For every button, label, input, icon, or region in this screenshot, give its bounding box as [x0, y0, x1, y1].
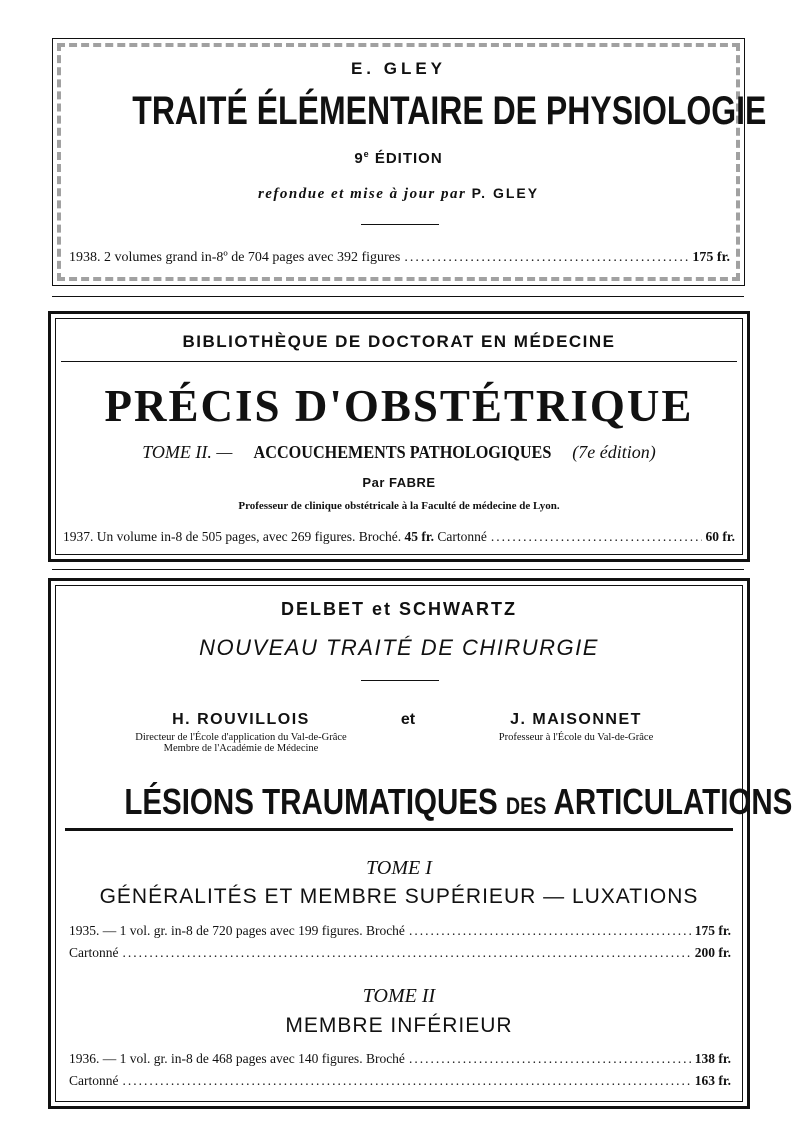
ad3-tome2-cartonne-text: Cartonné: [69, 1073, 119, 1088]
ad2-listing-text: 1937. Un volume in-8 de 505 pages, avec 269 figures. Broché.: [63, 529, 402, 544]
ad2-tome-title: ACCOUCHEMENTS PATHOLOGIQUES: [253, 442, 552, 462]
ad2-tome-edition: (7e édition): [572, 442, 656, 462]
ad-frame-physiologie: [52, 38, 767, 286]
ad1-revised: [53, 185, 744, 203]
ad3-leader-dots: [123, 945, 691, 961]
ad3-tome2-cartonne: [69, 1073, 731, 1089]
ad3-author1-line1: Directeur de l'École d'application du Val-de-Grâce: [135, 732, 347, 743]
ad3-series-title: NOUVEAU TRAITÉ DE CHIRURGIE: [199, 635, 599, 660]
ad1-edition-num: 9: [354, 150, 364, 167]
ad3-title: [51, 781, 793, 823]
ad3-author1-line2: Membre de l'Académie de Médecine: [163, 743, 319, 754]
ad3-title-des: DES: [505, 793, 547, 820]
ad1-leader-dots: [404, 250, 688, 266]
ad3-tome2-broche-text: 1936. — 1 vol. gr. in-8 de 468 pages avec 140 figures. Broché: [69, 1051, 405, 1066]
ad-frame-obstetrique: [48, 311, 750, 562]
separator-rule: [52, 296, 744, 297]
ad3-conjunction: et: [400, 711, 416, 728]
ad1-listing-text: 1938. 2 volumes grand in-8º de 704 pages avec 392 figures: [69, 250, 401, 265]
ad3-divider: [361, 680, 439, 681]
ad1-edition-sup: e: [363, 149, 370, 159]
ad3-title-group: [124, 781, 792, 823]
ad2-author: Par FABRE: [362, 475, 436, 490]
ad3-title-part1: LÉSIONS TRAUMATIQUES: [124, 781, 498, 822]
ad3-author2: [456, 711, 696, 743]
ad1-listing: [69, 250, 730, 266]
ad2-broche-price: 45 fr.: [404, 529, 435, 544]
ad1-author: E. GLEY: [350, 59, 447, 78]
ad3-tome1-cartonne: [69, 945, 731, 961]
ad3-tome1-label: TOME I: [366, 857, 432, 879]
ad3-leader-dots: [409, 923, 691, 939]
ad3-tome1-broche-price: 175 fr.: [694, 923, 731, 938]
ad3-leader-dots: [409, 1051, 691, 1067]
ad2-listing: [63, 529, 735, 545]
ad1-edition-word: ÉDITION: [374, 150, 443, 167]
ad2-tome: [51, 442, 747, 463]
ad3-tome1-broche: [69, 923, 731, 939]
ad3-title-part2: ARTICULATIONS: [553, 781, 793, 822]
ad3-tome2-broche-price: 138 fr.: [694, 1051, 731, 1066]
ad2-series-rule: [61, 361, 737, 362]
ad3-tome2-broche: [69, 1051, 731, 1067]
ad3-leader-dots: [123, 1073, 691, 1089]
ad1-revised-text: refondue et mise à jour par: [257, 186, 467, 202]
ad3-author2-line1: Professeur à l'École du Val-de-Grâce: [498, 732, 654, 743]
ad2-series: BIBLIOTHÈQUE DE DOCTORAT EN MÉDECINE: [182, 332, 616, 351]
ad2-price: 60 fr.: [705, 529, 735, 544]
ad3-author1: [121, 711, 361, 754]
ad-frame-chirurgie: [48, 578, 793, 1109]
ad2-cartonne-label: Cartonné: [437, 529, 487, 544]
ad3-authors: DELBET et SCHWARTZ: [281, 599, 517, 619]
ad1-edition: [53, 149, 744, 167]
ad3-author1-name: H. ROUVILLOIS: [172, 711, 310, 728]
ad3-tome1-cartonne-price: 200 fr.: [694, 945, 731, 960]
separator-rule-2: [52, 569, 744, 570]
ad1-price: 175 fr.: [692, 250, 730, 265]
ad3-title-rule: [65, 828, 733, 831]
ad2-leader-dots: [491, 529, 702, 545]
ad1-revised-by: P. GLEY: [471, 185, 540, 201]
ad3-tome2-cartonne-price: 163 fr.: [694, 1073, 731, 1088]
ad1-divider: [361, 224, 439, 225]
ad3-tome1-title: GÉNÉRALITÉS ET MEMBRE SUPÉRIEUR — LUXATIONS: [99, 885, 699, 908]
ad2-tome-label: TOME II. —: [142, 442, 233, 462]
ad3-tome1-cartonne-text: Cartonné: [69, 945, 119, 960]
ad1-title: TRAITÉ ÉLÉMENTAIRE DE PHYSIOLOGIE: [132, 89, 767, 133]
ad3-tome1-broche-text: 1935. — 1 vol. gr. in-8 de 720 pages avec 199 figures. Broché: [69, 923, 405, 938]
ad3-tome2-title: MEMBRE INFÉRIEUR: [285, 1014, 513, 1037]
ad2-author-title: Professeur de clinique obstétricale à la Faculté de médecine de Lyon.: [238, 500, 560, 512]
ad3-author2-name: J. MAISONNET: [510, 711, 642, 728]
ad2-title: PRÉCIS D'OBSTÉTRIQUE: [104, 381, 694, 431]
ad3-tome2-label: TOME II: [362, 985, 436, 1007]
